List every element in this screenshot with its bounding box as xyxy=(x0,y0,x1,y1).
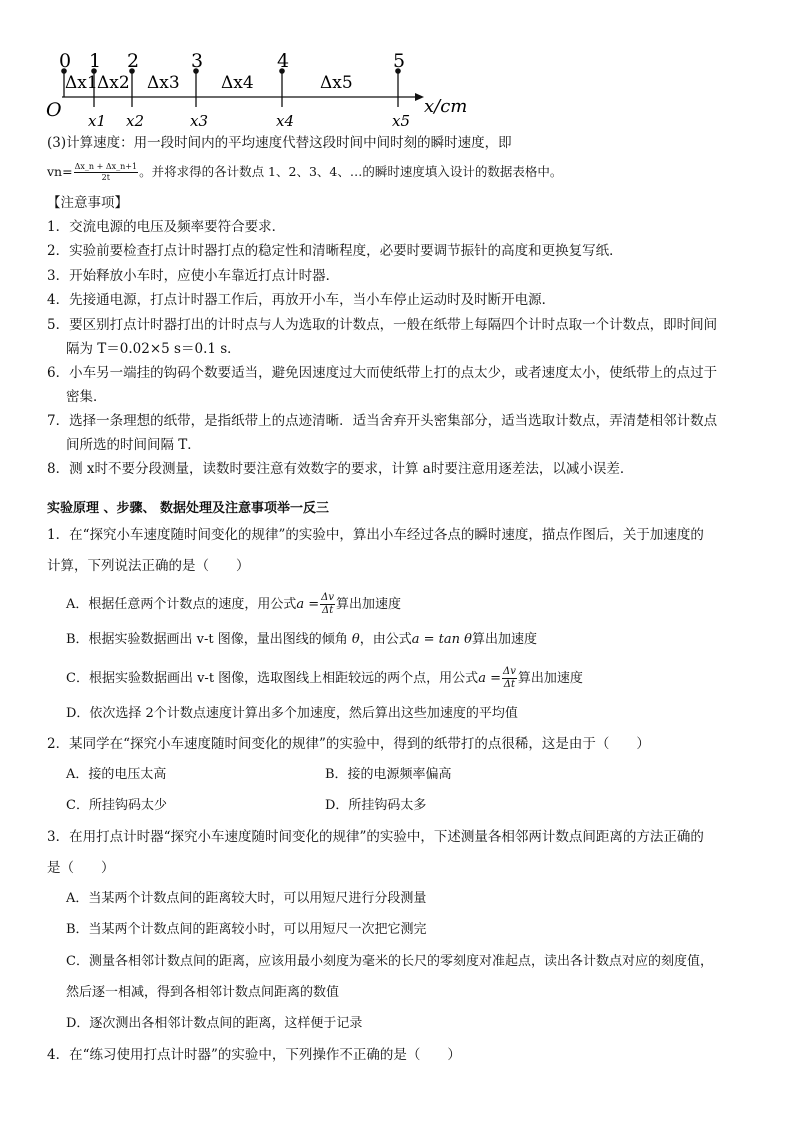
position-label-2: x2 xyxy=(126,112,145,130)
q3-option-a: A．当某两个计数点间的距离较大时，可以用短尺进行分段测量 xyxy=(66,891,427,906)
q3-stem-line2: 是（ ） xyxy=(47,860,115,876)
step3-line1: (3)计算速度：用一段时间内的平均速度代替这段时间中间时刻的瞬时速度，即 xyxy=(47,135,512,151)
position-label-1: x1 xyxy=(88,112,107,130)
q1-option-a-fraction-num: Δv xyxy=(321,592,335,603)
q1-option-c-formula-lhs: a = xyxy=(478,671,501,686)
q1-option-b-pre: B．根据实验数据画出 v-t 图像，量出图线的倾角 xyxy=(66,632,348,647)
q2-option-c: C．所挂钩码太少 xyxy=(66,798,167,813)
interval-label-3: Δx3 xyxy=(147,73,180,93)
q1-option-a-pre: A．根据任意两个计数点的速度，用公式 xyxy=(66,597,297,612)
axis-label: x/cm xyxy=(424,96,468,117)
q3-option-c-line2: 然后逐一相减，得到各相邻计数点间距离的数值 xyxy=(66,985,340,1000)
note-item-2: 2．实验前要检查打点计时器打点的稳定性和清晰程度，必要时要调节振针的高度和更换复写纸． xyxy=(47,243,623,259)
tape-diagram xyxy=(40,40,480,140)
q3-option-c-line1: C．测量各相邻计数点间的距离，应该用最小刻度为毫米的长尺的零刻度对准起点，读出各计数点对应的刻度值， xyxy=(66,954,713,969)
q2-stem: 2．某同学在“探究小车速度随时间变化的规律”的实验中，得到的纸带打的点很稀，这是由于（ ） xyxy=(47,736,650,752)
q1-option-c-fraction-num: Δv xyxy=(502,666,516,677)
notes-title: 【注意事项】 xyxy=(47,195,128,211)
vn-symbol: vn= xyxy=(47,164,73,179)
vn-fraction xyxy=(74,162,138,183)
note-item-5-cont: 隔为 T＝0.02×5 s＝0.1 s． xyxy=(66,341,241,357)
q3-option-d: D．逐次测出各相邻计数点间的距离，这样便于记录 xyxy=(66,1016,363,1031)
q1-option-a-fraction xyxy=(320,592,335,617)
q1-stem-line1: 1．在“探究小车速度随时间变化的规律”的实验中，算出小车经过各点的瞬时速度，描点作图后，关于加速度的 xyxy=(47,527,704,543)
section-title: 实验原理 、步骤、 数据处理及注意事项举一反三 xyxy=(47,501,330,516)
note-item-6-cont: 密集． xyxy=(66,389,107,405)
point-label-0: 0 xyxy=(59,50,72,72)
q2-option-b: B．接的电源频率偏高 xyxy=(325,767,452,782)
note-item-1: 1．交流电源的电压及频率要符合要求． xyxy=(47,219,286,235)
x-axis-arrow xyxy=(415,93,424,101)
note-item-7-cont: 间所选的时间间隔 T． xyxy=(66,437,201,453)
interval-label-5: Δx5 xyxy=(320,73,353,93)
q1-option-c-fraction-den: Δt xyxy=(503,679,516,690)
position-label-5: x5 xyxy=(392,112,411,130)
step3-line2-text: 。并将求得的各计数点 1、2、3、4、…的瞬时速度填入设计的数据表格中。 xyxy=(139,164,563,179)
q1-option-c xyxy=(66,666,583,691)
q1-option-c-fraction xyxy=(502,666,517,691)
note-item-8: 8．测 x时不要分段测量，读数时要注意有效数字的要求，计算 a时要注意用逐差法，以减小误差． xyxy=(47,461,634,477)
q4-stem: 4．在“练习使用打点计时器”的实验中，下列操作不正确的是（ ） xyxy=(47,1047,461,1063)
q1-option-b-post: 算出加速度 xyxy=(471,632,537,647)
point-label-5: 5 xyxy=(393,50,406,72)
note-item-5: 5．要区别打点计时器打出的计时点与人为选取的计数点，一般在纸带上每隔四个计时点取一个计数点，即时间间 xyxy=(47,317,718,333)
q1-option-c-pre: C．根据实验数据画出 v-t 图像，选取图线上相距较远的两个点，用公式 xyxy=(66,671,479,686)
q1-option-b-mid: ，由公式 xyxy=(359,632,412,647)
point-label-3: 3 xyxy=(191,50,204,72)
q2-option-d: D．所挂钩码太多 xyxy=(325,798,427,813)
position-label-3: x3 xyxy=(190,112,209,130)
point-label-4: 4 xyxy=(277,50,290,72)
interval-label-2: Δx2 xyxy=(97,73,130,93)
interval-label-1: Δx1 xyxy=(65,73,98,93)
q1-option-a-fraction-den: Δt xyxy=(321,605,334,616)
q2-option-a: A．接的电压太高 xyxy=(66,767,167,782)
position-label-4: x4 xyxy=(276,112,295,130)
interval-label-4: Δx4 xyxy=(221,73,254,93)
q1-option-d: D．依次选择 2个计数点速度计算出多个加速度，然后算出这些加速度的平均值 xyxy=(66,706,518,721)
q1-option-b xyxy=(66,630,537,650)
q3-stem-line1: 3．在用打点计时器“探究小车速度随时间变化的规律”的实验中，下述测量各相邻两计数点间距离的方法正确的 xyxy=(47,829,704,845)
q3-option-b: B．当某两个计数点间的距离较小时，可以用短尺一次把它测完 xyxy=(66,922,427,937)
q1-option-b-theta: θ xyxy=(351,632,360,647)
q1-option-a-formula-lhs: a = xyxy=(296,597,320,612)
step3-line2 xyxy=(47,162,562,183)
note-item-3: 3．开始释放小车时，应使小车靠近打点计时器． xyxy=(47,268,340,284)
origin-label: O xyxy=(46,99,62,121)
q1-stem-line2: 计算，下列说法正确的是（ ） xyxy=(47,558,250,574)
vn-fraction-denominator: 2t xyxy=(101,173,110,182)
note-item-6: 6．小车另一端挂的钩码个数要适当，避免因速度过大而使纸带上打的点太少，或者速度太小，使纸带上的点过于 xyxy=(47,365,718,381)
q1-option-a xyxy=(66,592,401,617)
note-item-7: 7．选择一条理想的纸带，是指纸带上的点迹清晰．适当舍弃开头密集部分，适当选取计数点，弄清楚相邻计数点 xyxy=(47,413,718,429)
q1-option-c-post: 算出加速度 xyxy=(517,671,583,686)
q1-option-b-formula: a = tan θ xyxy=(411,632,472,647)
vn-fraction-numerator: Δx_n + Δx_n+1 xyxy=(74,162,138,171)
point-label-1: 1 xyxy=(89,50,102,72)
q1-option-a-post: 算出加速度 xyxy=(336,597,402,612)
note-item-4: 4．先接通电源，打点计时器工作后，再放开小车，当小车停止运动时及时断开电源． xyxy=(47,292,556,308)
point-label-2: 2 xyxy=(127,50,140,72)
